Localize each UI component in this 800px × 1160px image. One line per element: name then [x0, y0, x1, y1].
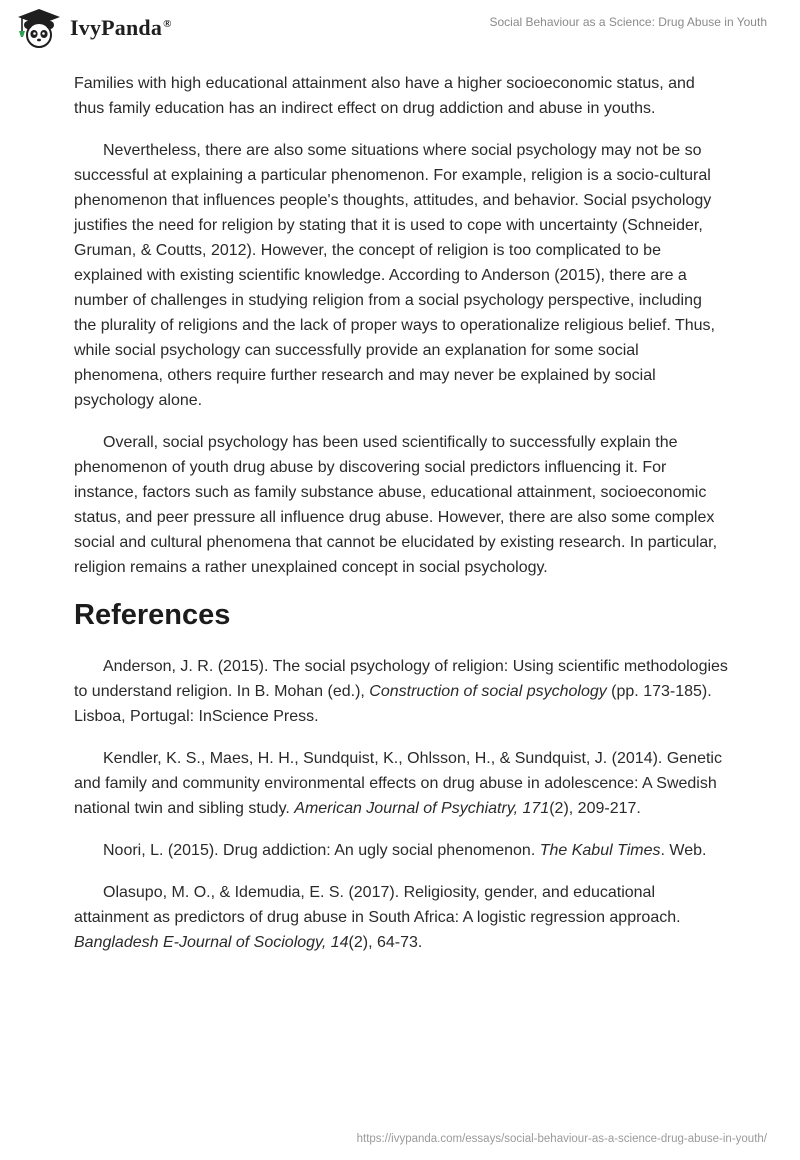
reference-entry: Olasupo, M. O., & Idemudia, E. S. (2017). Religiosity, gender, and educational attainment as predictors of drug abuse in South Africa: A logistic regression approach. Bangladesh E-Journal of Sociology, 14(2), 64-73.	[74, 884, 681, 951]
reference-entry: Kendler, K. S., Maes, H. H., Sundquist, K., Ohlsson, H., & Sundquist, J. (2014). Genetic and family and community environmental effects on drug abuse in adolescence: A Swedish national twin and sibling study. American Journal of Psychiatry, 171(2), 209-217.	[74, 750, 722, 817]
essay-body	[74, 71, 728, 972]
paragraph: Overall, social psychology has been used scientifically to successfully explain the phenomenon of youth drug abuse by discovering social predictors influencing it. For instance, factors such as family substance abuse, educational attainment, socioeconomic status, and peer pressure all influence drug abuse. However, there are also some complex social and cultural phenomena that cannot be elucidated by existing research. In particular, religion remains a rather unexplained concept in social psychology.	[74, 434, 718, 576]
paragraph: Nevertheless, there are also some situations where social psychology may not be so successful at explaining a particular phenomenon. For example, religion is a socio-cultural phenomenon that influences people's thoughts, attitudes, and behavior. Social psychology justifies the need for religion by stating that it is used to cope with uncertainty (Schneider, Gruman, & Coutts, 2012). However, the concept of religion is too complicated to be explained with existing scientific knowledge. According to Anderson (2015), there are a number of challenges in studying religion from a social psychology perspective, including the plurality of religions and the lack of proper ways to operationalize religious belief. Thus, while social psychology can successfully provide an explanation for some social phenomena, others require further research and may never be explained by social psychology alone.	[74, 142, 715, 409]
reference-entry: Anderson, J. R. (2015). The social psychology of religion: Using scientific methodologies to understand religion. In B. Mohan (ed.), Construction of social psychology (pp. 173-185). Lisboa, Portugal: InScience Press.	[74, 658, 728, 725]
ivypanda-logo[interactable]	[14, 7, 172, 49]
page-header	[0, 0, 800, 60]
running-title: Social Behaviour as a Science: Drug Abuse in Youth	[489, 15, 767, 29]
page-url[interactable]: https://ivypanda.com/essays/social-behaviour-as-a-science-drug-abuse-in-youth/	[356, 1133, 767, 1145]
paragraph: Families with high educational attainment also have a higher socioeconomic status, and thus family education has an indirect effect on drug addiction and abuse in youths.	[74, 75, 695, 117]
panda-graduate-icon	[14, 7, 64, 49]
logo-wordmark: IvyPanda®	[70, 15, 172, 40]
references-heading: References	[74, 599, 231, 631]
reference-entry: Noori, L. (2015). Drug addiction: An ugly social phenomenon. The Kabul Times. Web.	[103, 842, 707, 859]
